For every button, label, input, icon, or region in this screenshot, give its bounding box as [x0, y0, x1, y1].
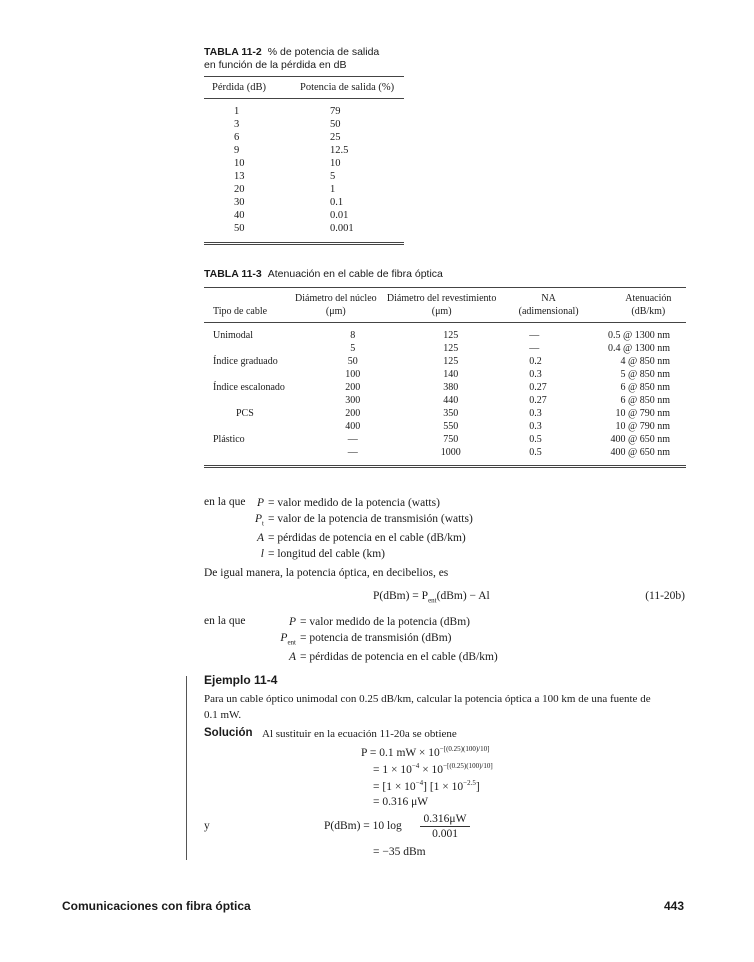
- eq-rhs: (dBm) − Al: [436, 590, 490, 602]
- rule: [204, 287, 686, 288]
- symbol-letter: P: [255, 512, 263, 525]
- cell-na: 0.3: [529, 369, 542, 380]
- col-header: Tipo de cable: [213, 306, 268, 317]
- cell-core-diameter: 8: [350, 330, 356, 341]
- cell-attenuation: 10 @ 790 nm: [615, 421, 670, 432]
- cell-core-diameter: —: [347, 434, 358, 445]
- step-1: [361, 745, 489, 759]
- definitions-list: [250, 496, 473, 562]
- footer-chapter: Comunicaciones con fibra óptica: [62, 899, 251, 913]
- cell-cable-type: Unimodal: [213, 330, 253, 341]
- symbol-letter: A: [256, 532, 264, 545]
- symbol: [250, 512, 264, 532]
- y-label: y: [204, 820, 210, 832]
- cell-attenuation: 5 @ 850 nm: [620, 369, 670, 380]
- cell-na: —: [529, 343, 540, 354]
- solution-intro: Al sustituir en la ecuación 11-20a se obtiene: [262, 728, 457, 740]
- step-exp: −4: [411, 762, 420, 770]
- cell-na: 0.5: [529, 447, 542, 458]
- cell-core-diameter: 300: [345, 395, 361, 406]
- symbol-letter: P: [288, 616, 296, 628]
- col-header: Pérdida (dB): [212, 82, 266, 93]
- step-exp: −[(0.25)(100)/10]: [443, 762, 493, 770]
- cell-loss: 30: [234, 197, 245, 208]
- step-text: × 10: [419, 763, 444, 776]
- cell-attenuation: 10 @ 790 nm: [615, 408, 670, 419]
- symbol-subscript: ent: [287, 637, 296, 646]
- rule: [204, 98, 404, 99]
- table-row: [204, 368, 686, 381]
- cell-cladding-diameter: 125: [443, 330, 459, 341]
- table-row: [204, 118, 404, 131]
- table-label: TABLA 11-2: [204, 46, 262, 58]
- table-row: [204, 222, 404, 235]
- definition-text: = longitud del cable (km): [268, 547, 385, 560]
- cell-loss: 1: [234, 106, 240, 117]
- cell-core-diameter: 100: [345, 369, 361, 380]
- solution-label: Solución: [204, 727, 253, 739]
- step-text: = [1 × 10: [373, 780, 416, 793]
- example-title: Ejemplo 11-4: [204, 673, 278, 687]
- table-row: [204, 157, 404, 170]
- definition-item: [250, 512, 473, 532]
- eq-sub: ent: [428, 596, 437, 605]
- page-number: 443: [663, 899, 684, 913]
- definition-text: = valor medido de la potencia (dBm): [300, 616, 470, 628]
- cell-loss: 3: [234, 119, 240, 130]
- col-header: Diámetro del revestimiento: [386, 293, 497, 304]
- symbol: [270, 615, 296, 631]
- cell-cable-type: [204, 342, 315, 355]
- cell-loss: 40: [234, 210, 245, 221]
- rule: [204, 322, 686, 323]
- definitions-list: [270, 615, 498, 666]
- denominator: 0.001: [432, 828, 458, 840]
- example-margin-bar: [186, 676, 187, 860]
- cell-cable-type: Plástico: [213, 434, 245, 445]
- cell-core-diameter: 50: [347, 356, 358, 367]
- cell-attenuation: 0.4 @ 1300 nm: [608, 343, 670, 354]
- col-unit: (adimensional): [518, 306, 579, 317]
- example-problem: Para un cable óptico unimodal con 0.25 dB/km, calcular la potencia óptica a 100 km de una fuente de: [204, 693, 651, 705]
- definition-item: [270, 631, 498, 651]
- cell-core-diameter: 5: [350, 343, 356, 354]
- cell-loss: 50: [234, 223, 245, 234]
- table-title-2: en función de la pérdida en dB: [204, 59, 347, 71]
- definition-item: [270, 650, 498, 666]
- cell-core-diameter: —: [347, 447, 358, 458]
- definition-item: [270, 615, 498, 631]
- rule: [204, 76, 404, 77]
- table-row: [204, 446, 686, 459]
- table-row: [204, 209, 404, 222]
- cell-attenuation: 400 @ 650 nm: [610, 447, 670, 458]
- paragraph: De igual manera, la potencia óptica, en decibelios, es: [204, 567, 449, 579]
- table-row: [204, 105, 404, 118]
- equation-number: (11-20b): [645, 590, 685, 602]
- cell-na: 0.2: [529, 356, 542, 367]
- step-text: P = 0.1 mW × 10: [361, 746, 440, 759]
- cell-loss: 20: [234, 184, 245, 195]
- definition-item: [250, 547, 473, 563]
- col-unit: (μm): [431, 306, 452, 317]
- cell-na: 0.5: [529, 434, 542, 445]
- cell-attenuation: 400 @ 650 nm: [610, 434, 670, 445]
- table-11-3-caption: [204, 268, 443, 281]
- table-row: [204, 196, 404, 209]
- rule: [204, 465, 686, 468]
- table-row: [204, 170, 404, 183]
- cell-cladding-diameter: 350: [443, 408, 459, 419]
- definition-text: = valor medido de la potencia (watts): [268, 497, 440, 509]
- definition-text: = pérdidas de potencia en el cable (dB/km): [268, 532, 466, 545]
- symbol-subscript: t: [262, 518, 264, 527]
- cell-cladding-diameter: 125: [443, 343, 459, 354]
- symbol: [250, 547, 264, 563]
- step-3: [373, 779, 480, 793]
- table-row: [204, 183, 404, 196]
- table-label: TABLA 11-3: [204, 268, 262, 280]
- equation-11-20b: [373, 590, 490, 604]
- cell-cladding-diameter: 550: [443, 421, 459, 432]
- cell-cladding-diameter: 1000: [440, 447, 461, 458]
- step-text: = 1 × 10: [373, 763, 412, 776]
- table-row: [204, 342, 686, 355]
- step-exp: −4: [415, 779, 424, 787]
- cell-cable-type: Índice escalonado: [213, 382, 285, 393]
- cell-na: 0.27: [529, 395, 547, 406]
- cell-na: 0.3: [529, 408, 542, 419]
- table-row: [204, 394, 686, 407]
- col-unit: (μm): [325, 306, 346, 317]
- cell-na: 0.3: [529, 421, 542, 432]
- cell-loss: 6: [234, 132, 240, 143]
- cell-core-diameter: 400: [345, 421, 361, 432]
- example-problem-2: 0.1 mW.: [204, 709, 242, 721]
- cell-output: 0.001: [330, 223, 354, 234]
- symbol-letter: A: [288, 651, 296, 664]
- eq-lhs: P(dBm) = P: [373, 590, 429, 602]
- col-header: Diámetro del núcleo: [295, 293, 377, 304]
- table-row: [204, 433, 686, 446]
- cell-attenuation: 4 @ 850 nm: [620, 356, 670, 367]
- table-row: [204, 420, 686, 433]
- definition-item: [250, 496, 473, 512]
- table-title: Atenuación en el cable de fibra óptica: [267, 268, 443, 280]
- defs-lead: en la que: [204, 615, 246, 627]
- cell-output: 0.01: [330, 210, 349, 221]
- cell-core-diameter: 200: [345, 382, 361, 393]
- cell-na: —: [529, 330, 540, 341]
- symbol: [270, 631, 296, 651]
- symbol: [270, 650, 296, 666]
- col-unit: (dB/km): [631, 306, 666, 317]
- cell-cladding-diameter: 140: [443, 369, 459, 380]
- rule: [204, 242, 404, 245]
- cell-cable-type: [204, 446, 315, 459]
- numerator: 0.316μW: [420, 812, 470, 827]
- table-11-2: [204, 105, 404, 235]
- cell-output: 79: [330, 106, 341, 117]
- step-text: ]: [475, 780, 480, 793]
- cell-cable-type: PCS: [236, 408, 254, 419]
- cell-cladding-diameter: 125: [443, 356, 459, 367]
- cell-na: 0.27: [529, 382, 547, 393]
- definition-text: = valor de la potencia de transmisión (watts): [268, 512, 473, 525]
- definition-text: = potencia de transmisión (dBm): [300, 631, 452, 644]
- cell-cladding-diameter: 380: [443, 382, 459, 393]
- cell-attenuation: 0.5 @ 1300 nm: [608, 330, 670, 341]
- cell-output: 25: [330, 132, 341, 143]
- step-2: [373, 762, 493, 776]
- symbol-letter: l: [260, 547, 264, 560]
- result: = −35 dBm: [373, 846, 426, 858]
- cell-attenuation: 6 @ 850 nm: [620, 395, 670, 406]
- cell-output: 5: [330, 171, 336, 182]
- symbol: [250, 496, 264, 512]
- symbol: [250, 531, 264, 547]
- cell-output: 12.5: [330, 145, 349, 156]
- cell-cladding-diameter: 440: [443, 395, 459, 406]
- definition-item: [250, 531, 473, 547]
- step-text: ] [1 × 10: [423, 780, 464, 793]
- col-header: Potencia de salida (%): [300, 82, 395, 93]
- cell-core-diameter: 200: [345, 408, 361, 419]
- cell-cable-type: [204, 368, 315, 381]
- cell-cable-type: Índice graduado: [213, 356, 278, 367]
- table-row: [204, 381, 686, 394]
- cell-output: 1: [330, 184, 336, 195]
- symbol-letter: P: [256, 497, 264, 509]
- cell-output: 10: [330, 158, 341, 169]
- table-row: [204, 131, 404, 144]
- col-header: Atenuación: [625, 293, 672, 304]
- definition-text: = pérdidas de potencia en el cable (dB/km): [300, 651, 498, 664]
- cell-cladding-diameter: 750: [443, 434, 459, 445]
- cell-loss: 10: [234, 158, 245, 169]
- table-11-3: [204, 329, 686, 459]
- table-row: [204, 407, 686, 420]
- cell-attenuation: 6 @ 850 nm: [620, 382, 670, 393]
- defs-lead: en la que: [204, 496, 246, 508]
- table-row: [204, 355, 686, 368]
- cell-cable-type: [204, 420, 315, 433]
- col-header: NA: [541, 293, 556, 304]
- table-title: % de potencia de salida: [267, 46, 380, 58]
- dbm-lhs: P(dBm) = 10 log: [324, 820, 402, 832]
- step-4: = 0.316 μW: [373, 796, 429, 808]
- step-exp: −[(0.25)(100)/10]: [439, 745, 490, 753]
- cell-loss: 9: [234, 145, 240, 156]
- step-exp: −2.5: [463, 779, 476, 787]
- symbol-letter: P: [280, 631, 288, 644]
- cell-cable-type: [204, 394, 315, 407]
- table-11-3-header: [204, 292, 686, 318]
- cell-output: 0.1: [330, 197, 344, 208]
- cell-loss: 13: [234, 171, 245, 182]
- table-row: [204, 144, 404, 157]
- fraction: [420, 812, 470, 841]
- table-11-2-caption: [204, 46, 379, 72]
- cell-output: 50: [330, 119, 341, 130]
- table-row: [204, 329, 686, 342]
